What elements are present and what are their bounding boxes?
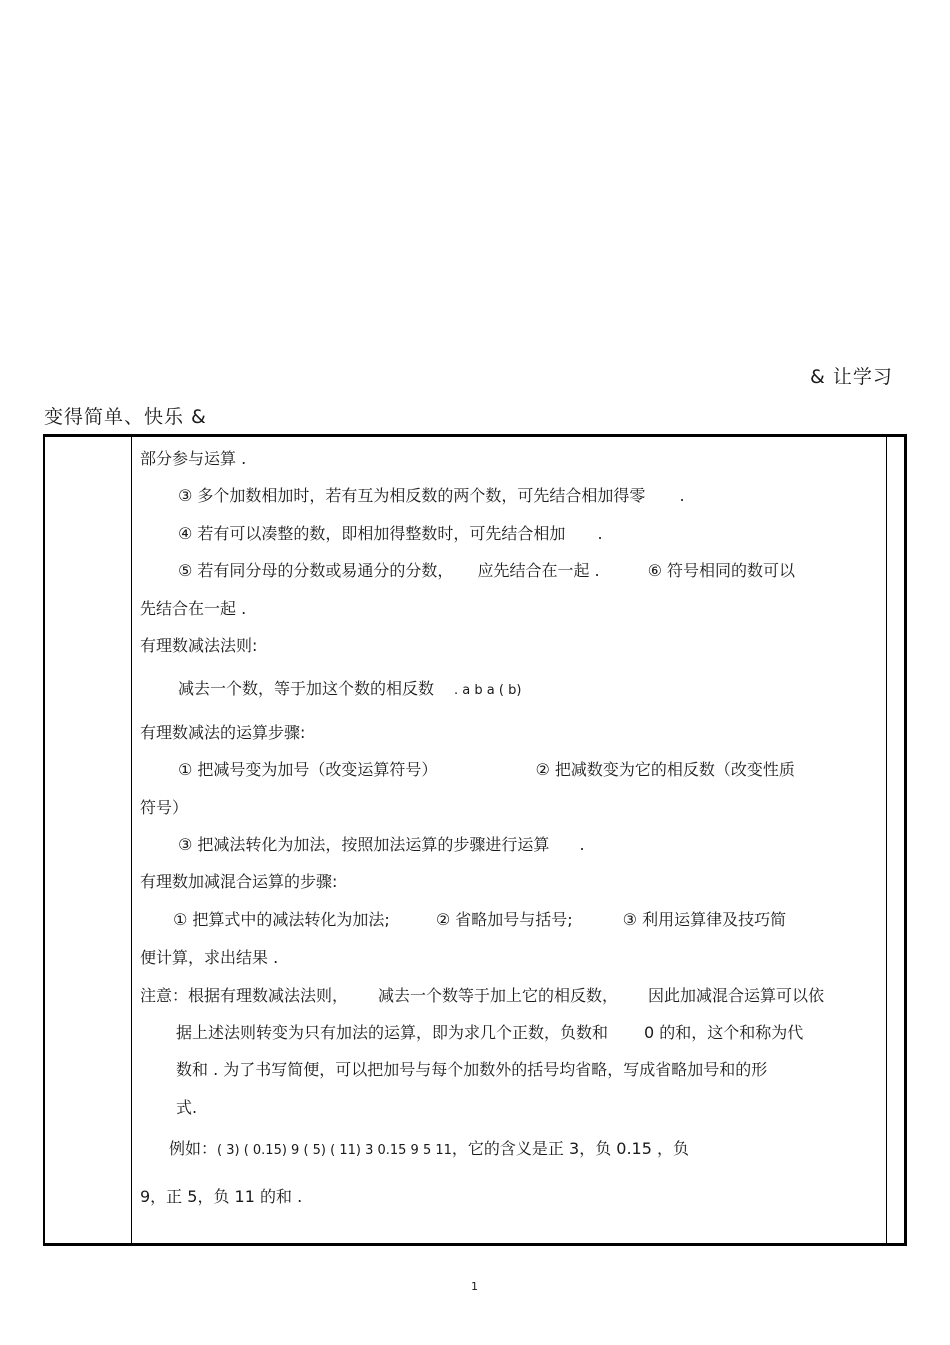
header-left: 变得简单、快乐 & bbox=[44, 406, 207, 428]
example-label: 例如： bbox=[169, 1139, 218, 1158]
rule-6: ⑥ 符号相同的数可以 bbox=[647, 561, 796, 580]
page-number: 1 bbox=[471, 1280, 478, 1293]
bottom-border bbox=[43, 1243, 907, 1246]
text-line-14: 便计算，求出结果 . bbox=[140, 948, 279, 967]
left-border bbox=[43, 434, 45, 1246]
text-line-18: 式. bbox=[176, 1098, 198, 1117]
text-line-13 bbox=[173, 907, 786, 930]
text-line-7 bbox=[178, 676, 521, 699]
column-divider bbox=[131, 434, 132, 1246]
heading-subtraction-rule: 有理数减法法则: bbox=[140, 636, 258, 655]
text-line-10: 符号） bbox=[140, 798, 189, 817]
note-a: 注意：根据有理数减法法则， bbox=[140, 986, 349, 1005]
note-e: 0 的和，这个和称为代 bbox=[644, 1023, 804, 1042]
note-b: 减去一个数等于加上它的相反数， bbox=[378, 986, 619, 1005]
rule-3-end: . bbox=[679, 486, 685, 505]
text-line-16 bbox=[176, 1020, 803, 1043]
step-2: ② 把减数变为它的相反数（改变性质 bbox=[535, 760, 795, 779]
inner-right-border bbox=[886, 437, 887, 1245]
text-line-19 bbox=[169, 1136, 689, 1159]
note-c: 因此加减混合运算可以依 bbox=[648, 986, 825, 1005]
mixed-step-3: ③ 利用运算律及技巧简 bbox=[622, 910, 787, 929]
subtraction-rule-text: 减去一个数，等于加这个数的相反数 bbox=[178, 679, 435, 698]
example-expression: ( 3) ( 0.15) 9 ( 5) ( 11) 3 0.15 9 5 11 bbox=[217, 1143, 452, 1158]
top-border bbox=[43, 434, 907, 437]
right-border bbox=[904, 434, 907, 1246]
mixed-step-2: ② 省略加号与括号; bbox=[435, 910, 573, 929]
text-line-17: 数和 . 为了书写简便，可以把加号与每个加数外的括号均省略，写成省略加号和的形 bbox=[176, 1060, 768, 1079]
header-right: & 让学习 bbox=[810, 366, 893, 388]
text-line-11 bbox=[178, 832, 585, 855]
text-line-20: 9，正 5，负 11 的和 . bbox=[140, 1187, 303, 1206]
example-meaning: ，它的含义是正 3，负 0.15 ，负 bbox=[451, 1139, 689, 1158]
text-line-9 bbox=[178, 757, 795, 780]
rule-5b: 应先结合在一起 . bbox=[477, 561, 600, 580]
rule-5a: ⑤ 若有同分母的分数或易通分的分数， bbox=[178, 561, 454, 580]
text-line-2 bbox=[178, 483, 685, 506]
heading-subtraction-steps: 有理数减法的运算步骤: bbox=[140, 723, 306, 742]
rule-4-end: . bbox=[597, 524, 603, 543]
mixed-step-1: ① 把算式中的减法转化为加法; bbox=[173, 910, 390, 929]
rule-3: ③ 多个加数相加时，若有互为相反数的两个数，可先结合相加得零 bbox=[178, 486, 646, 505]
note-d: 据上述法则转变为只有加法的运算，即为求几个正数，负数和 bbox=[176, 1023, 609, 1042]
text-line-15 bbox=[140, 983, 824, 1006]
rule-4: ④ 若有可以凑整的数，即相加得整数时，可先结合相加 bbox=[178, 524, 566, 543]
text-line-1: 部分参与运算 . bbox=[140, 449, 247, 468]
text-line-5: 先结合在一起 . bbox=[140, 599, 247, 618]
step-3-end: . bbox=[579, 835, 585, 854]
text-line-3 bbox=[178, 521, 603, 544]
text-line-4 bbox=[178, 558, 795, 581]
heading-mixed-steps: 有理数加减混合运算的步骤: bbox=[140, 872, 338, 891]
step-1: ① 把减号变为加号（改变运算符号） bbox=[178, 760, 438, 779]
step-3: ③ 把减法转化为加法，按照加法运算的步骤进行运算 bbox=[178, 835, 550, 854]
subtraction-formula: . a b a ( b) bbox=[454, 683, 522, 698]
